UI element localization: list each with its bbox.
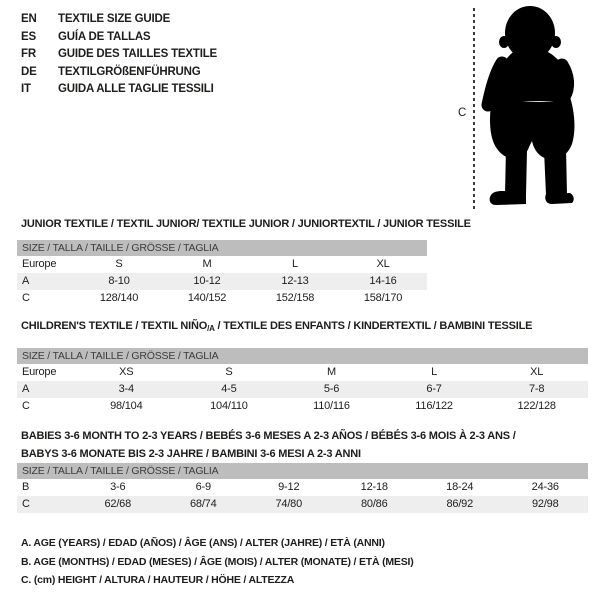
language-title: GUIDA ALLE TAGLIE TESSILI [58,83,214,95]
table-row-age-months [17,479,588,496]
age-cell: 5-6 [323,383,340,395]
children-size-table [17,348,588,415]
language-row-it [21,81,217,99]
language-row-en [21,11,217,29]
age-cell: 6-7 [426,383,442,395]
toddler-silhouette-icon [478,3,582,209]
size-cell: XL [530,366,544,378]
language-legend [21,11,217,99]
row-label: A [22,383,30,395]
language-title: TEXTILE SIZE GUIDE [58,13,171,25]
height-cell: 80/86 [360,498,388,510]
age-cell: 12-13 [281,275,309,287]
age-cell: 3-6 [110,481,126,493]
age-cell: 6-9 [195,481,211,493]
size-cell: M [202,258,212,270]
size-cell: L [292,258,298,270]
size-cell: S [115,258,123,270]
height-cell: 140/152 [187,292,227,304]
height-measure-dashed-line [473,8,475,210]
size-header-bar: SIZE / TALLA / TAILLE / GRÖSSE / TAGLIA [17,240,427,256]
age-cell: 3-4 [118,383,134,395]
age-cell: 7-8 [529,383,545,395]
language-code: DE [21,65,37,78]
table-row-age [17,381,588,398]
size-header-bar: SIZE / TALLA / TAILLE / GRÖSSE / TAGLIA [17,348,588,364]
table-row-age [17,273,427,290]
language-row-fr [21,46,217,64]
footnote-legend [21,534,414,590]
language-code: FR [21,48,36,60]
row-label: C [22,400,30,412]
children-title-sub: /A [207,324,215,333]
language-title: GUIDE DES TAILLES TEXTILE [58,48,217,60]
language-code: EN [21,13,37,25]
language-code: ES [21,30,36,43]
age-cell: 9-12 [278,481,300,493]
age-cell: 24-36 [531,481,559,493]
age-cell: 12-18 [360,481,388,493]
size-cell: S [225,366,233,378]
row-label: C [22,292,30,304]
height-cell: 122/128 [517,400,556,412]
age-cell: 18-24 [446,481,474,493]
babies-title-line1: BABIES 3-6 MONTH TO 2-3 YEARS / BEBÉS 3-6 MESES A 2-3 AÑOS / BÉBÉS 3-6 MOIS À 2-3 ANS / [21,430,516,442]
language-row-de [21,64,217,82]
size-header-bar: SIZE / TALLA / TAILLE / GRÖSSE / TAGLIA [17,463,588,479]
babies-section-title [21,427,516,463]
junior-section-title: JUNIOR TEXTILE / TEXTIL JUNIOR/ TEXTILE JUNIOR / JUNIORTEXTIL / JUNIOR TESSILE [21,218,471,230]
height-cell: 74/80 [275,498,303,510]
height-cell: 110/116 [313,400,350,412]
row-label: Europe [22,366,57,378]
size-cell: L [431,366,438,378]
height-cell: 152/158 [275,292,315,304]
table-row-europe [17,256,427,273]
language-row-es [21,29,217,47]
height-cell: 86/92 [446,498,474,510]
table-row-height [17,496,588,513]
row-label: B [22,481,30,493]
height-measure-label: C [458,107,467,119]
height-cell: 158/170 [363,292,403,304]
age-cell: 10-12 [193,275,221,287]
height-cell: 104/110 [210,400,248,412]
age-cell: 4-5 [221,383,237,395]
language-code: IT [21,83,31,95]
row-label: A [22,275,30,287]
table-row-height [17,290,427,307]
children-section-title [21,317,532,338]
row-label: C [22,498,30,510]
height-cell: 116/122 [415,400,453,412]
babies-size-table [17,463,588,513]
row-label: Europe [22,258,57,270]
height-cell: 128/140 [99,292,139,304]
size-cell: XL [376,258,390,270]
children-title-prefix: CHILDREN'S TEXTILE / TEXTIL NIÑO [21,320,208,332]
table-row-europe [17,364,588,381]
language-title: GUÍA DE TALLAS [58,30,151,43]
language-title: TEXTILGRÖßENFÜHRUNG [58,65,201,78]
height-cell: 92/98 [531,498,559,510]
height-cell: 62/68 [104,498,132,510]
footnote-c: C. (cm) HEIGHT / ALTURA / HAUTEUR / HÖHE / ALTEZZA [21,574,295,586]
height-cell: 98/104 [110,400,143,412]
footnote-b: B. AGE (MONTHS) / EDAD (MESES) / ÂGE (MOIS) / ALTER (MONATE) / ETÀ (MESI) [21,555,414,568]
footnote-a: A. AGE (YEARS) / EDAD (AÑOS) / ÂGE (ANS) / ALTER (JAHRE) / ETÀ (ANNI) [21,537,385,549]
junior-size-table [17,240,427,307]
babies-title-line2: BABYS 3-6 MONATE BIS 2-3 JAHRE / BAMBINI 3-6 MESI A 2-3 ANNI [21,448,361,460]
size-cell: XS [119,366,134,378]
table-row-height [17,398,588,415]
height-cell: 68/74 [189,498,217,510]
size-cell: M [327,366,336,378]
age-cell: 14-16 [369,275,397,287]
children-title-suffix: / TEXTILE DES ENFANTS / KINDERTEXTIL / BAMBINI TESSILE [214,320,533,332]
age-cell: 8-10 [108,275,130,287]
